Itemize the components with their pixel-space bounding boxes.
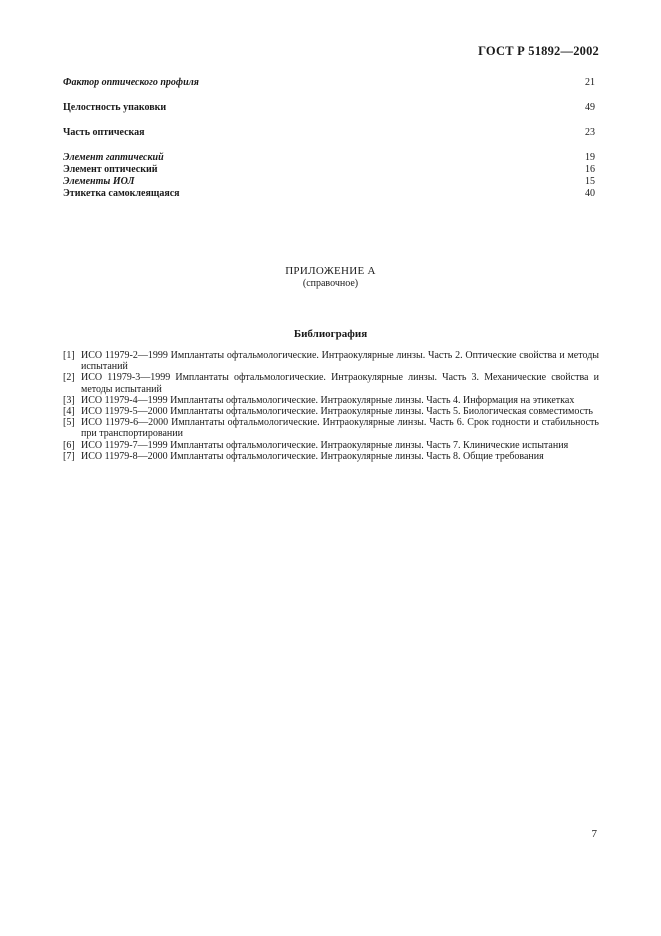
bibliography-item-number: [2]	[63, 372, 75, 384]
index-page: 21	[585, 77, 595, 88]
bibliography-item	[63, 395, 599, 406]
index-entry	[63, 77, 595, 89]
bibliography-item	[63, 372, 599, 394]
bibliography-item-number: [3]	[63, 394, 75, 406]
bibliography-title: Библиография	[293, 328, 368, 340]
index-term: Элемент оптический	[63, 164, 158, 175]
index-entry	[63, 152, 595, 164]
index-term: Часть оптическая	[63, 127, 145, 138]
index-term: Элемент гаптический	[63, 152, 164, 163]
index-page: 49	[585, 102, 595, 113]
index-term: Элементы ИОЛ	[63, 176, 135, 187]
document-id-header: ГОСТ Р 51892—2002	[478, 44, 599, 58]
bibliography-item-number: [4]	[63, 406, 75, 418]
bibliography-item	[63, 451, 599, 462]
index-term: Этикетка самоклеящаяся	[63, 188, 180, 199]
bibliography-item-text: ИСО 11979-3—1999 Имплантаты офтальмологические. Интраокулярные линзы. Часть 3. Механические свойства и методы испытаний	[81, 372, 599, 395]
bibliography-item-text: ИСО 11979-6—2000 Имплантаты офтальмологические. Интраокулярные линзы. Часть 6. Срок годности и стабильность при транспортировании	[81, 417, 599, 440]
bibliography-item-number: [5]	[63, 417, 75, 429]
bibliography-item	[63, 406, 599, 417]
appendix-subtitle: (справочное)	[302, 278, 359, 289]
index-term: Целостность упаковки	[63, 102, 167, 113]
index-entry	[63, 102, 595, 114]
bibliography-item-number: [1]	[63, 350, 75, 361]
bibliography-item-number: [7]	[63, 450, 75, 462]
appendix-title: ПРИЛОЖЕНИЕ А	[285, 265, 376, 277]
bibliography-item-number: [6]	[63, 439, 75, 451]
index-page: 23	[585, 127, 595, 138]
index-entry	[63, 164, 595, 176]
bibliography-item	[63, 440, 599, 451]
bibliography-list	[63, 350, 599, 462]
bibliography-item-text: ИСО 11979-2—1999 Имплантаты офтальмологические. Интраокулярные линзы. Часть 2. Оптические свойства и методы испытаний	[81, 350, 599, 373]
index-entry	[63, 127, 595, 139]
page-number: 7	[591, 828, 597, 840]
index-entry	[63, 176, 595, 188]
index-page: 15	[585, 176, 595, 187]
bibliography-item	[63, 350, 599, 372]
index-page: 16	[585, 164, 595, 175]
index-entry	[63, 188, 595, 200]
index-page: 40	[585, 188, 595, 199]
bibliography-item-text: ИСО 11979-4—1999 Имплантаты офтальмологические. Интраокулярные линзы. Часть 4. Информация на этикетках	[81, 394, 575, 406]
bibliography-item-text: ИСО 11979-7—1999 Имплантаты офтальмологические. Интраокулярные линзы. Часть 7. Клинические испытания	[81, 439, 569, 451]
index-page: 19	[585, 152, 595, 163]
bibliography-item-text: ИСО 11979-8—2000 Имплантаты офтальмологические. Интраокулярные линзы. Часть 8. Общие требования	[81, 450, 544, 462]
index-term: Фактор оптического профиля	[63, 77, 199, 88]
bibliography-item-text: ИСО 11979-5—2000 Имплантаты офтальмологические. Интраокулярные линзы. Часть 5. Биологическая совместимость	[81, 406, 593, 418]
bibliography-item	[63, 417, 599, 439]
